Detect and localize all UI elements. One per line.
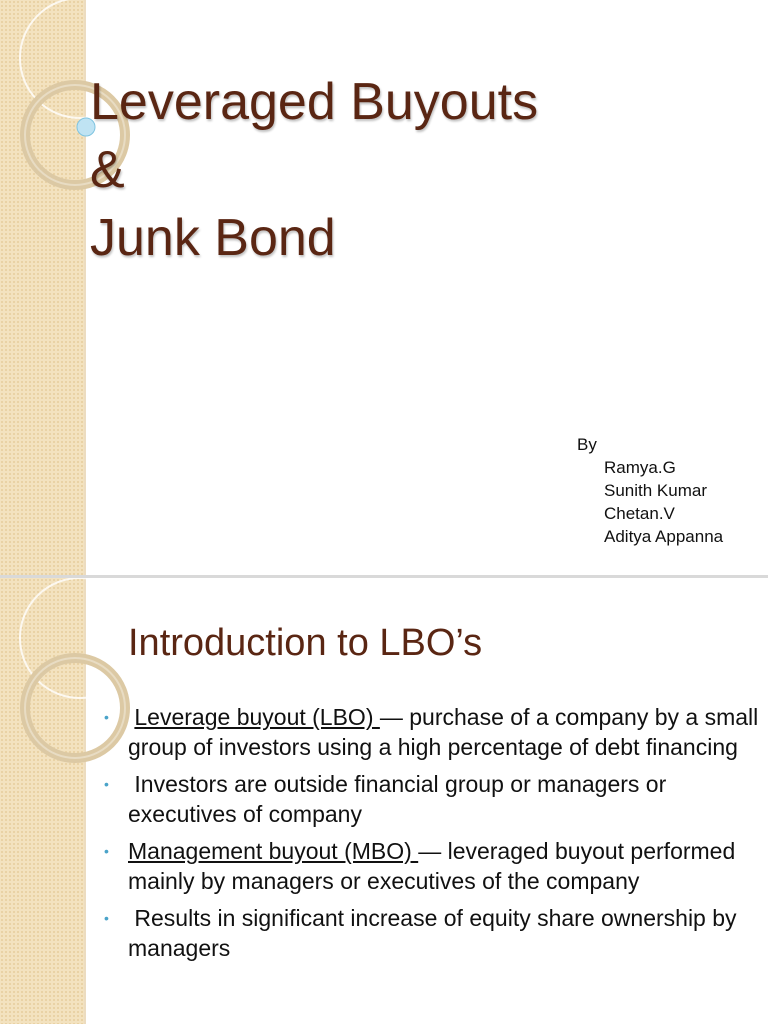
- slide-title: [90, 68, 538, 272]
- bullet-item: [100, 702, 760, 762]
- bullet-item: [100, 769, 760, 829]
- bullet-dot-icon: •: [104, 776, 109, 792]
- bullet-text: Investors are outside financial group or managers or executives of company: [128, 771, 667, 827]
- bullet-dot-icon: •: [104, 843, 109, 859]
- bullet-item: [100, 836, 760, 896]
- bullet-dot-icon: •: [104, 910, 109, 926]
- bullet-text: — leveraged buyout performed mainly by managers or executives of the company: [128, 838, 736, 894]
- authors-block: [577, 433, 723, 548]
- bullet-text: Results in significant increase of equity share ownership by managers: [128, 905, 737, 961]
- author-name: Chetan.V: [604, 504, 675, 523]
- author-name: Aditya Appanna: [604, 527, 724, 546]
- bullet-dot-icon: •: [104, 709, 109, 725]
- title-line-1: Leveraged Buyouts: [90, 73, 539, 131]
- bullet-text: — purchase of a company by a small group of investors using a high percentage of debt financing: [128, 704, 759, 760]
- author-name: Sunith Kumar: [604, 481, 707, 500]
- author-name: Ramya.G: [604, 458, 676, 477]
- slide-heading: Introduction to LBO’s: [128, 622, 483, 664]
- bullet-term: Management buyout (MBO): [128, 838, 419, 864]
- bullet-term: Leverage buyout (LBO): [134, 704, 380, 730]
- bullet-list: [100, 702, 760, 970]
- title-line-3: Junk Bond: [90, 209, 336, 267]
- content-slide: [0, 578, 768, 1024]
- by-label: By: [577, 435, 597, 454]
- title-line-2: &: [90, 141, 125, 199]
- bullet-item: [100, 903, 760, 963]
